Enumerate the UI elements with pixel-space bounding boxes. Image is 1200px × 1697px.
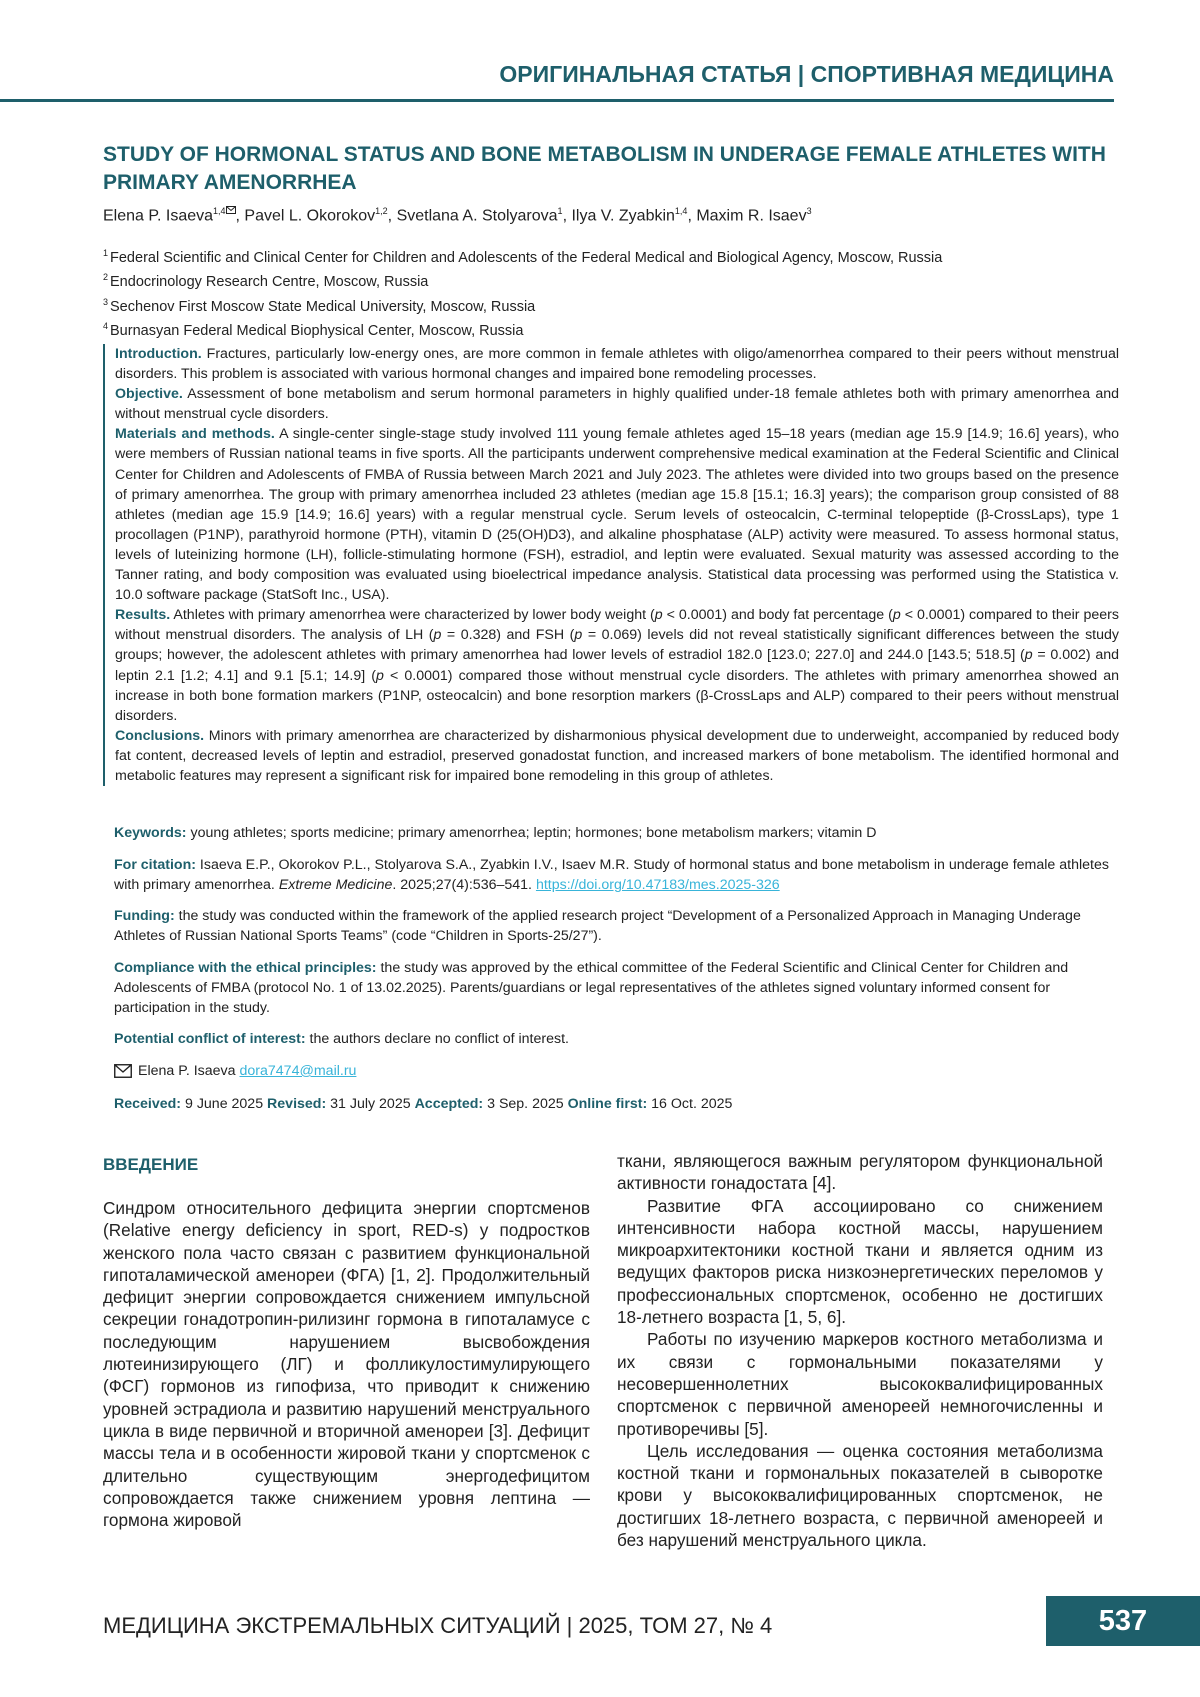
date-value: 9 June 2025 — [184, 1096, 264, 1112]
abstract — [103, 344, 1119, 786]
date-value: 31 July 2025 — [330, 1096, 411, 1112]
page-number: 537 — [1046, 1596, 1200, 1646]
results-text: < 0.0001) and body fat percentage ( — [662, 607, 893, 624]
conflict-text: the authors declare no conflict of interest. — [309, 1031, 569, 1047]
p-symbol: p — [654, 607, 663, 624]
affiliation-text: Sechenov First Moscow State Medical University, Moscow, Russia — [110, 298, 536, 315]
funding — [114, 906, 1112, 946]
body-paragraph: Развитие ФГА ассоциировано со снижением интенсивности набора костной массы, нарушением микроархитектоники костной ткани и является одним из ведущих факторов риска низкоэнергетических переломов у профессиональных спортсменок, особенно не достигших 18-летнего возраста [1, 5, 6]. — [617, 1195, 1103, 1328]
author-name: Maxim R. Isaev — [696, 207, 807, 225]
affiliation-text: Federal Scientific and Clinical Center for Children and Adolescents of the Federal Medical and Biological Agency, Moscow, Russia — [110, 249, 943, 266]
article-title: STUDY OF HORMONAL STATUS AND BONE METABOLISM IN UNDERAGE FEMALE ATHLETES WITH PRIMARY AMENORRHEA — [103, 143, 1106, 194]
p-symbol: p — [375, 667, 384, 684]
keywords — [114, 823, 1112, 843]
keywords-label: Keywords: — [114, 825, 187, 841]
abstract-label: Conclusions. — [115, 727, 205, 744]
author-affil-sup: 1 — [557, 206, 563, 216]
ethics-text: the study was approved by the ethical committee of the Federal Scientific and Clinical Center for Children and Adolescents of FMBA (protocol No. 1 of 13.02.2025). Parents/guardians or legal representatives of the athletes signed voluntary informed consent for participation in the study. — [114, 960, 1069, 1017]
intro-heading: ВВЕДЕНИЕ — [103, 1155, 199, 1174]
abstract-label: Introduction. — [115, 346, 202, 362]
results-text: < 0.0001) compared those without menstrual cycle disorders. The athletes with primary amenorrhea showed an increase in both bone formation markers (P1NP, osteocalcin) and bone resorption markers (β-CrossLaps and ALP) compared to their peers without menstrual disorders. — [115, 667, 1119, 724]
body-paragraph: Цель исследования — оценка состояния метаболизма костной ткани и гормональных показателей в сыворотке крови у высококвалифицированных спортсменок, не достигших 18-летнего возраста, с первичной аменореей и без нарушений менструального цикла. — [617, 1440, 1103, 1551]
affiliation-item — [103, 244, 1113, 268]
funding-label: Funding: — [114, 908, 175, 924]
abstract-text: Minors with primary amenorrhea are characterized by disharmonious physical development due to underweight, accompanied by reduced body fat content, decreased levels of leptin and estradiol, preserved gonadostat function, and increased markers of bone metabolism. The identified hormonal and metabolic features may represent a significant risk for impaired bone remodeling in this group of athletes. — [115, 727, 1119, 784]
abstract-text: Fractures, particularly low-energy ones, are more common in female athletes with oligo/amenorrhea compared to their peers without menstrual disorders. This problem is associated with various hormonal changes and impaired bone remodeling processes. — [115, 346, 1119, 383]
doi-link[interactable]: https://doi.org/10.47183/mes.2025-326 — [535, 877, 780, 894]
abstract-introduction — [115, 344, 1119, 384]
date-label: Received: — [114, 1096, 182, 1112]
envelope-icon — [114, 1064, 132, 1084]
date-value: 16 Oct. 2025 — [651, 1096, 733, 1112]
date-value: 3 Sep. 2025 — [487, 1096, 564, 1112]
author-list: Elena P. Isaeva$^{1,4}$ , Pavel L. Okorokov$^{1,2}$, Svetlana A. Stolyarova$^1$, Ilya V. Zyabkin$^{1,4}$, Maxim R. Isaev$^3$ — [103, 206, 812, 225]
p-symbol: p — [1024, 647, 1033, 664]
abstract-label: Objective. — [115, 386, 183, 403]
date-label: Online first: — [567, 1096, 648, 1112]
author-name: Ilya V. Zyabkin — [571, 207, 675, 225]
journal-footer: МЕДИЦИНА ЭКСТРЕМАЛЬНЫХ СИТУАЦИЙ | 2025, ТОМ 27, № 4 — [103, 1613, 773, 1638]
abstract-objective — [115, 384, 1119, 424]
results-text: = 0.328) and FSH ( — [441, 627, 575, 644]
abstract-text: Assessment of bone metabolism and serum hormonal parameters in highly qualified under-18 female athletes both with primary amenorrhea and without menstrual cycle disorders. — [115, 386, 1119, 423]
citation-ref: . 2025;27(4):536–541. — [392, 877, 532, 894]
author-affil-sup: 1,4 — [674, 206, 688, 216]
author-name: Pavel L. Okorokov — [244, 207, 376, 225]
author-affil-sup: 3 — [806, 206, 812, 216]
citation-text: Isaeva E.P., Okorokov P.L., Stolyarova S.A., Zyabkin I.V., Isaev M.R. Study of hormonal status and bone metabolism in underage female athletes with primary amenorrhea. — [114, 857, 1109, 894]
affiliation-text: Endocrinology Research Centre, Moscow, Russia — [110, 274, 429, 291]
p-symbol: p — [433, 627, 442, 644]
body-left-column: Синдром относительного дефицита энергии спортсменов (Relative energy deficiency in sport, RED-s) у подростков женского пола часто связан с развитием функциональной гипоталамической аменореи (ФГА) [1, 2]. Продолжительный дефицит энергии сопровождается снижением импульсной секреции гонадотропин-рилизинг гормона в гипоталамусе с последующим нарушением высвобождения лютеинизирующего (ЛГ) и фолликулостимулирующего (ФСГ) гормонов из гипофиза, что приводит к снижению уровней эстрадиола и развитию нарушений менструального цикла в виде первичной и вторичной аменореи [3]. Дефицит массы тела и в особенности жировой ткани у спортсменок с длительно существующим энергодефицитом сопровождается также снижением уровня лептина — гормона жировой — [103, 1198, 590, 1531]
author-affil-sup: 1,2 — [375, 206, 388, 216]
abstract-label: Results. — [115, 607, 171, 624]
abstract-label: Materials and methods. — [115, 426, 275, 443]
date-label: Accepted: — [414, 1096, 484, 1112]
body-paragraph: ткани, являющегося важным регулятором функциональной активности гонадостата [4]. — [617, 1151, 1103, 1194]
author-affil-sup: 1,4 — [213, 206, 226, 216]
affiliation-number: 2 — [103, 272, 109, 283]
affiliation-number: 4 — [103, 320, 109, 331]
p-symbol: p — [892, 607, 901, 624]
citation — [114, 855, 1112, 895]
correspondence-name: Elena P. Isaeva — [138, 1063, 236, 1079]
affiliation-item — [103, 317, 1113, 341]
results-text: = 0.069) levels did not reveal statistically significant differences between the study groups; however, the adolescent athletes with primary amenorrhea had lower levels of estradiol 182.0 [123.0; 227.0] and 244.0 [143.5; 518.5] ( — [115, 627, 1119, 664]
affiliation-item — [103, 293, 1113, 317]
results-text: < 0.0001) compared to their peers without menstrual disorders. The analysis of LH ( — [115, 607, 1119, 644]
abstract-results — [115, 605, 1119, 726]
author-name: Svetlana A. Stolyarova — [396, 207, 558, 225]
funding-text: the study was conducted within the framework of the applied research project “Development of a Personalized Approach in Managing Underage Athletes of Russian National Sports Teams” (code “Children in Sports-25/27”). — [114, 908, 1081, 945]
affiliation-item — [103, 268, 1113, 292]
section-title: ОРИГИНАЛЬНАЯ СТАТЬЯ | СПОРТИВНАЯ МЕДИЦИНА — [499, 61, 1114, 87]
email-link[interactable]: dora7474@mail.ru — [239, 1063, 357, 1079]
body-right-column — [617, 1150, 1103, 1551]
body-paragraph: Работы по изучению маркеров костного метаболизма и их связи с гормональными показателями у несовершеннолетних высококвалифицированных спортсменок с первичной аменореей немногочисленны и противоречивы [5]. — [617, 1329, 1103, 1439]
mail-icon — [226, 206, 236, 216]
results-text: = 0.002) and leptin 2.1 [1.2; 4.1] and 9.1 [5.1; 14.9] ( — [115, 647, 1119, 684]
affiliation-text: Burnasyan Federal Medical Biophysical Center, Moscow, Russia — [110, 322, 524, 339]
journal-name: Extreme Medicine — [278, 877, 393, 894]
affiliation-number: 3 — [103, 296, 109, 307]
p-symbol: p — [574, 627, 583, 644]
section-header — [0, 55, 1114, 102]
article-dates — [114, 1094, 1112, 1114]
abstract-conclusions — [115, 726, 1119, 786]
affiliation-list — [103, 244, 1113, 341]
date-label: Revised: — [267, 1096, 327, 1112]
abstract-methods — [115, 424, 1119, 605]
conflict-label: Potential conflict of interest: — [114, 1031, 306, 1047]
correspondence — [114, 1061, 1112, 1084]
citation-label: For citation: — [114, 857, 196, 873]
affiliation-number: 1 — [103, 248, 109, 258]
conflict-of-interest — [114, 1029, 1112, 1049]
ethics — [114, 958, 1112, 1019]
author-name: Elena P. Isaeva — [103, 207, 214, 225]
ethics-label: Compliance with the ethical principles: — [114, 960, 377, 976]
results-text: Athletes with primary amenorrhea were characterized by lower body weight ( — [173, 607, 655, 624]
abstract-text: A single-center single-stage study involved 111 young female athletes aged 15–18 years (median age 15.9 [14.9; 16.6] years), who were members of Russian national teams in five sports. All the participants underwent comprehensive medical examination at the Federal Scientific and Clinical Center for Children and Adolescents of FMBA of Russia between March 2021 and July 2023. The athletes were divided into two groups based on the presence of primary amenorrhea. The group with primary amenorrhea included 23 athletes (median age 15.8 [15.1; 16.3] years); the comparison group consisted of 88 athletes (median age 15.9 [14.9; 16.6] years) with a regular menstrual cycle. Serum levels of osteocalcin, C-terminal telopeptide (β-CrossLaps), type 1 procollagen (P1NP), parathyroid hormone (PTH), vitamin D (25(OH)D3), and alkaline phosphatase (ALP) activity were measured. To assess hormonal status, levels of luteinizing hormone (LH), follicle-stimulating hormone (FSH), estradiol, and leptin were evaluated. Sexual maturity was assessed according to the Tanner rating, and body composition was evaluated using bioelectrical impedance analysis. Statistical data processing was performed using the Statistica v. 10.0 software package (StatSoft Inc., USA). — [115, 426, 1119, 604]
keywords-text: young athletes; sports medicine; primary amenorrhea; leptin; hormones; bone metabolism markers; vitamin D — [190, 825, 877, 841]
